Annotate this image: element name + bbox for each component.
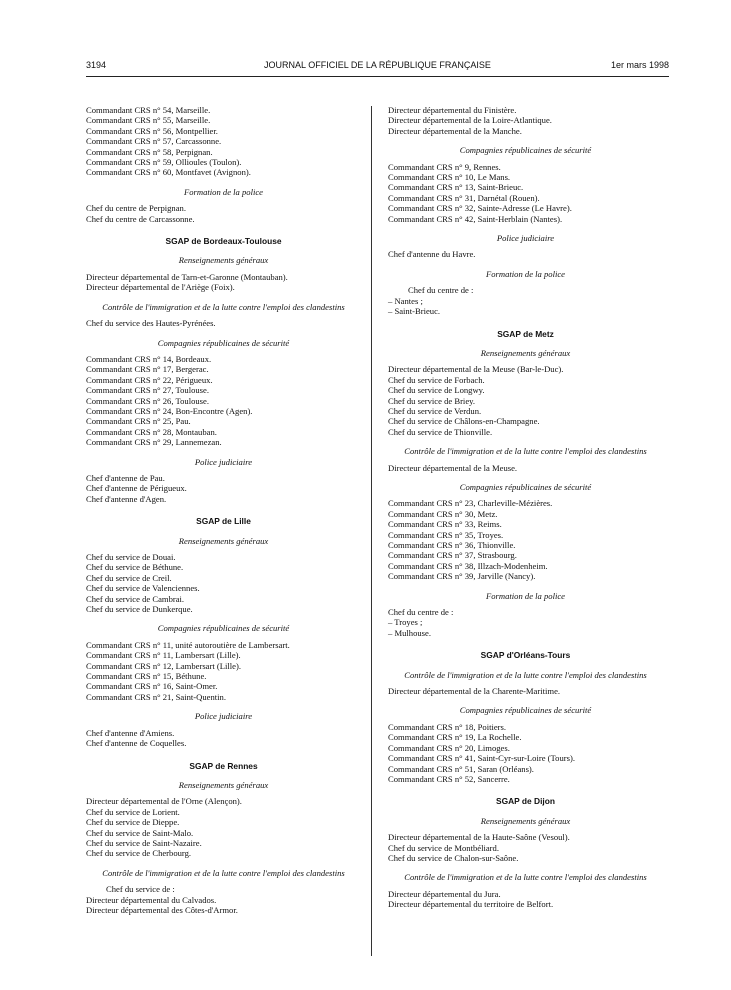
subsection-heading: Compagnies républicaines de sécurité — [459, 705, 592, 716]
entry-line: Chef du service de Verdun. — [388, 405, 482, 416]
entry-line: Directeur départemental de la Loire-Atlantique. — [388, 115, 552, 126]
entry-line: Commandant CRS n° 11, unité autoroutière de Lambersart. — [86, 639, 290, 650]
entry-line: Commandant CRS n° 27, Toulouse. — [86, 385, 209, 396]
entry-list — [86, 895, 361, 916]
entry-line: Commandant CRS n° 33, Reims. — [388, 519, 502, 530]
entry-list — [86, 640, 361, 702]
entry-line: Chef du service de Montbéliard. — [388, 842, 499, 853]
subsection-heading: Formation de la police — [485, 590, 565, 601]
entry-list — [86, 796, 361, 858]
subsection-heading: Compagnies républicaines de sécurité — [459, 481, 592, 492]
entry-line: Commandant CRS n° 38, Illzach-Modenheim. — [388, 560, 548, 571]
entry-line: Chef du service de Saint-Malo. — [86, 827, 194, 838]
entry-list — [388, 498, 663, 581]
subsection-heading: Contrôle de l'immigration et de la lutte contre l'emploi des clandestins — [102, 867, 345, 878]
entry-line: – Mulhouse. — [388, 627, 431, 638]
entry-list — [388, 832, 663, 863]
page-number: 3194 — [86, 60, 107, 70]
entry-line: Directeur départemental de la Haute-Saône (Vesoul). — [388, 832, 570, 843]
entry-line: Commandant CRS n° 16, Saint-Omer. — [86, 681, 218, 692]
entry-line: Chef du centre de Perpignan. — [86, 203, 186, 214]
section-heading: SGAP de Metz — [497, 328, 554, 339]
entry-line: Directeur départemental de l'Orne (Alençon). — [86, 796, 242, 807]
entry-line: Chef du service des Hautes-Pyrénées. — [86, 318, 216, 329]
entry-line: Commandant CRS n° 56, Montpellier. — [86, 125, 218, 136]
subsection-heading: Police judiciaire — [194, 456, 253, 467]
entry-line: Commandant CRS n° 28, Montauban. — [86, 426, 217, 437]
entry-line: Commandant CRS n° 41, Saint-Cyr-sur-Loire (Tours). — [388, 753, 575, 764]
entry-line: Commandant CRS n° 14, Bordeaux. — [86, 353, 212, 364]
entry-line: Chef du service de Lorient. — [86, 806, 180, 817]
entry-line: Chef du service de Longwy. — [388, 385, 485, 396]
entry-line: Commandant CRS n° 20, Limoges. — [388, 742, 510, 753]
entry-line: Commandant CRS n° 24, Bon-Encontre (Agen). — [86, 405, 253, 416]
entry-list — [388, 722, 663, 784]
entry-line: Chef d'antenne de Périgueux. — [86, 483, 187, 494]
subsection-heading: Contrôle de l'immigration et de la lutte contre l'emploi des clandestins — [102, 301, 345, 312]
entry-line: Commandant CRS n° 17, Bergerac. — [86, 364, 209, 375]
entry-line: Directeur départemental de Tarn-et-Garonne (Montauban). — [86, 271, 288, 282]
entry-line: Commandant CRS n° 13, Saint-Brieuc. — [388, 182, 524, 193]
subsection-heading: Renseignements généraux — [178, 255, 269, 266]
entry-list — [86, 552, 361, 614]
right-column — [388, 105, 663, 910]
entry-list — [86, 272, 361, 293]
entry-line: Commandant CRS n° 59, Ollioules (Toulon). — [86, 157, 242, 168]
left-column — [86, 105, 361, 915]
entry-list — [86, 105, 361, 178]
entry-line: Commandant CRS n° 19, La Rochelle. — [388, 732, 522, 743]
section-heading: SGAP de Dijon — [496, 796, 555, 807]
entry-line: Commandant CRS n° 9, Rennes. — [388, 161, 501, 172]
entry-line: Commandant CRS n° 58, Perpignan. — [86, 146, 213, 157]
entry-line: Directeur départemental de la Manche. — [388, 125, 522, 136]
issue-date: 1er mars 1998 — [610, 60, 669, 70]
entry-line: Chef du service de Cambrai. — [86, 593, 185, 604]
entry-line: – Nantes ; — [388, 295, 423, 306]
entry-line: Chef du service de Forbach. — [388, 374, 485, 385]
section-heading: SGAP de Rennes — [189, 760, 258, 771]
entry-list — [86, 473, 361, 504]
column-divider — [371, 106, 372, 956]
entry-line: Chef du centre de : — [388, 607, 454, 618]
section-heading: SGAP de Lille — [196, 516, 251, 527]
subsection-heading: Renseignements généraux — [480, 347, 571, 358]
entry-line: Commandant CRS n° 12, Lambersart (Lille). — [86, 660, 241, 671]
entry-line: Commandant CRS n° 54, Marseille. — [86, 105, 211, 115]
entry-line: Directeur départemental de l'Ariège (Foix). — [86, 282, 235, 293]
entry-line: Chef d'antenne du Havre. — [388, 249, 476, 260]
entry-line: Commandant CRS n° 22, Périgueux. — [86, 374, 213, 385]
subsection-heading: Formation de la police — [485, 268, 565, 279]
page-header — [86, 60, 669, 74]
subsection-heading: Renseignements généraux — [178, 779, 269, 790]
subsection-heading: Police judiciaire — [496, 233, 555, 244]
entry-line: Chef du service de Cherbourg. — [86, 848, 192, 859]
entry-line: Directeur départemental du Finistère. — [388, 105, 517, 115]
entry-list — [388, 105, 663, 136]
entry-line: Directeur départemental du Jura. — [388, 888, 501, 899]
entry-line: Commandant CRS n° 57, Carcassonne. — [86, 136, 222, 147]
subsection-heading: Police judiciaire — [194, 711, 253, 722]
entry-line: Chef du service de Saint-Nazaire. — [86, 837, 202, 848]
entry-list — [388, 607, 663, 638]
entry-line: Chef du service de Dunkerque. — [86, 604, 193, 615]
entry-line: – Saint-Brieuc. — [388, 306, 441, 317]
entry-line: Directeur départemental des Côtes-d'Armor. — [86, 904, 238, 915]
entry-intro: Chef du service de : — [106, 884, 175, 895]
entry-line: Commandant CRS n° 18, Poitiers. — [388, 721, 507, 732]
entry-line: Commandant CRS n° 39, Jarville (Nancy). — [388, 571, 536, 582]
entry-line: Chef du service de Creil. — [86, 572, 172, 583]
entry-line: Commandant CRS n° 55, Marseille. — [86, 115, 211, 126]
entry-line: Chef d'antenne de Pau. — [86, 472, 165, 483]
subsection-heading: Renseignements généraux — [480, 815, 571, 826]
entry-list — [388, 889, 663, 910]
entry-line: Chef d'antenne d'Amiens. — [86, 727, 175, 738]
entry-list — [86, 318, 361, 328]
subsection-heading: Compagnies républicaines de sécurité — [459, 145, 592, 156]
entry-line: Commandant CRS n° 29, Lannemezan. — [86, 437, 222, 448]
entry-line: Commandant CRS n° 36, Thionville. — [388, 540, 516, 550]
entry-line: Commandant CRS n° 15, Béthune. — [86, 671, 207, 682]
entry-line: Commandant CRS n° 32, Sainte-Adresse (Le Havre). — [388, 203, 572, 214]
entry-line: Commandant CRS n° 52, Sancerre. — [388, 773, 510, 784]
entry-line: Commandant CRS n° 60, Montfavet (Avignon). — [86, 167, 251, 178]
subsection-heading: Renseignements généraux — [178, 535, 269, 546]
entry-line: Chef du service de Thionville. — [388, 426, 493, 437]
entry-intro: Chef du centre de : — [408, 285, 474, 296]
entry-list — [86, 728, 361, 749]
entry-line: Commandant CRS n° 26, Toulouse. — [86, 395, 209, 406]
subsection-heading: Compagnies républicaines de sécurité — [157, 337, 290, 348]
subsection-heading: Contrôle de l'immigration et de la lutte contre l'emploi des clandestins — [404, 872, 647, 883]
section-heading: SGAP d'Orléans-Tours — [480, 650, 571, 661]
entry-line: Directeur départemental de la Meuse. — [388, 462, 518, 473]
entry-line: Chef du service de Briey. — [388, 395, 476, 406]
entry-line: Chef d'antenne de Coquelles. — [86, 738, 187, 749]
section-heading: SGAP de Bordeaux-Toulouse — [165, 236, 282, 247]
entry-line: Chef du service de Douai. — [86, 552, 176, 562]
entry-list — [388, 364, 663, 437]
entry-list — [388, 686, 663, 696]
entry-list — [388, 249, 663, 259]
entry-list — [388, 162, 663, 224]
entry-list — [388, 463, 663, 473]
entry-list — [388, 296, 663, 317]
entry-line: Chef du service de Dieppe. — [86, 817, 180, 828]
journal-title: JOURNAL OFFICIEL DE LA RÉPUBLIQUE FRANÇAISE — [264, 60, 491, 70]
entry-line: Commandant CRS n° 42, Saint-Herblain (Nantes). — [388, 213, 563, 224]
subsection-heading: Contrôle de l'immigration et de la lutte contre l'emploi des clandestins — [404, 669, 647, 680]
entry-line: Chef du centre de Carcassonne. — [86, 213, 195, 224]
entry-line: Commandant CRS n° 51, Saran (Orléans). — [388, 763, 534, 774]
entry-line: Chef du service de Chalon-sur-Saône. — [388, 852, 519, 863]
entry-line: Chef du service de Béthune. — [86, 562, 184, 573]
entry-line: Directeur départemental du Calvados. — [86, 894, 217, 905]
entry-line: Commandant CRS n° 25, Pau. — [86, 416, 191, 427]
entry-line: Chef d'antenne d'Agen. — [86, 493, 167, 504]
header-rule — [86, 76, 669, 77]
entry-line: Commandant CRS n° 37, Strasbourg. — [388, 550, 517, 561]
entry-line: Commandant CRS n° 10, Le Mans. — [388, 172, 511, 183]
entry-line: Commandant CRS n° 35, Troyes. — [388, 529, 504, 540]
entry-line: Commandant CRS n° 31, Darnétal (Rouen). — [388, 192, 540, 203]
subsection-heading: Compagnies républicaines de sécurité — [157, 623, 290, 634]
entry-line: Commandant CRS n° 30, Metz. — [388, 508, 498, 519]
entry-list — [86, 203, 361, 224]
subsection-heading: Formation de la police — [183, 186, 263, 197]
entry-line: Chef du service de Châlons-en-Champagne. — [388, 416, 540, 427]
entry-line: – Troyes ; — [388, 617, 423, 628]
entry-line: Directeur départemental du territoire de Belfort. — [388, 899, 554, 910]
entry-list — [86, 354, 361, 448]
entry-line: Directeur départemental de la Meuse (Bar-le-Duc). — [388, 364, 564, 375]
entry-line: Chef du service de Valenciennes. — [86, 583, 200, 594]
entry-line: Commandant CRS n° 23, Charleville-Mézières. — [388, 498, 553, 509]
entry-line: Commandant CRS n° 11, Lambersart (Lille). — [86, 650, 241, 661]
entry-line: Commandant CRS n° 21, Saint-Quentin. — [86, 691, 226, 702]
subsection-heading: Contrôle de l'immigration et de la lutte contre l'emploi des clandestins — [404, 446, 647, 457]
entry-line: Directeur départemental de la Charente-Maritime. — [388, 686, 561, 697]
